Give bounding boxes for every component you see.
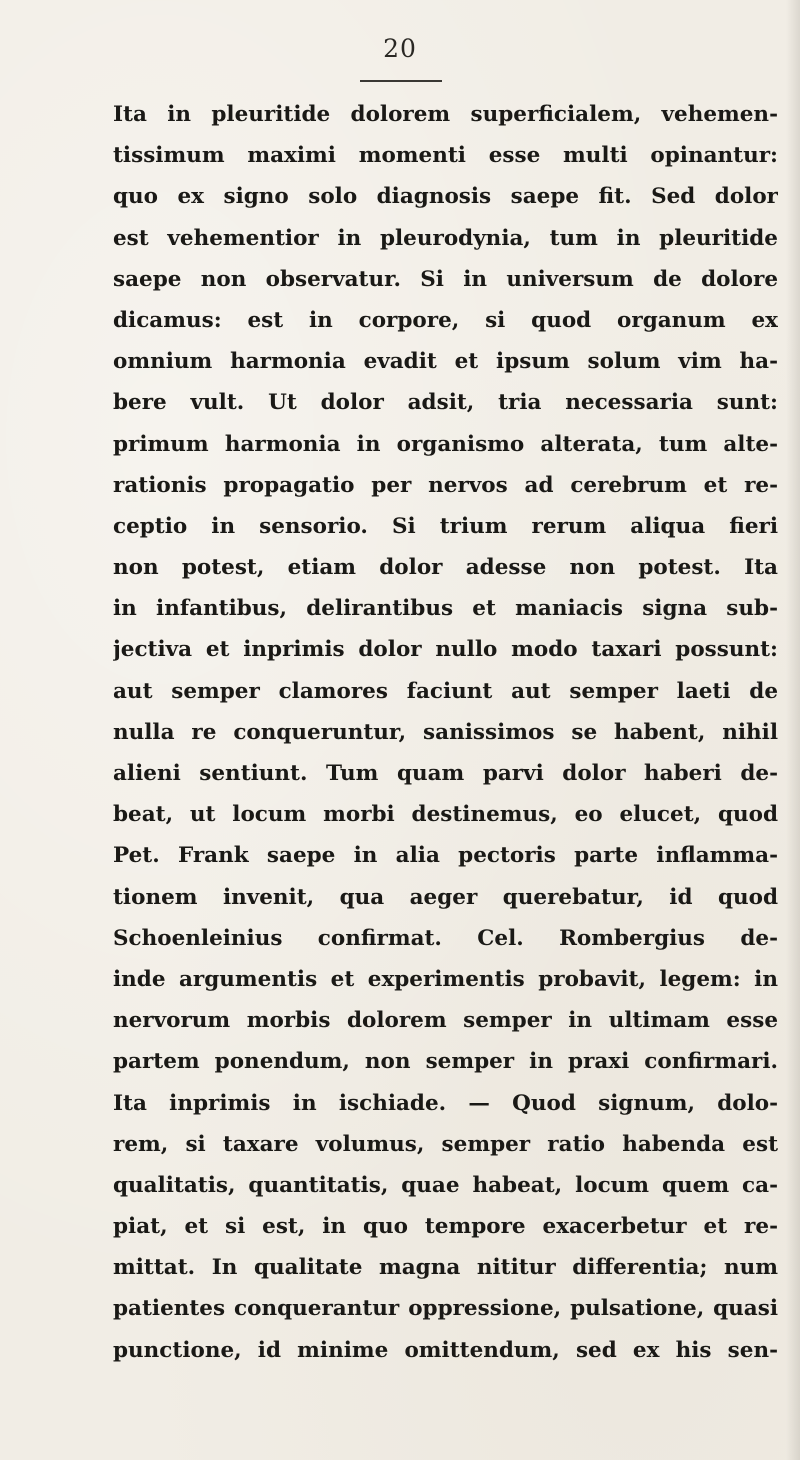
body-text — [113, 94, 778, 1371]
text-line: piat, et si est, in quo tempore exacerbetur et re- — [113, 1214, 778, 1240]
text-line: tissimum maximi momenti esse multi opinantur: — [113, 143, 778, 169]
text-line: bere vult. Ut dolor adsit, tria necessaria sunt: — [113, 390, 778, 416]
text-line: primum harmonia in organismo alterata, tum alte- — [113, 431, 778, 457]
text-line: tionem invenit, qua aeger querebatur, id quod — [113, 884, 778, 910]
text-line: Pet. Frank saepe in alia pectoris parte inflamma- — [113, 843, 778, 869]
text-line: mittat. In qualitate magna nititur differentia; num — [113, 1255, 778, 1281]
text-line: ceptio in sensorio. Si trium rerum aliqua fieri — [113, 513, 778, 539]
text-line: nervorum morbis dolorem semper in ultimam esse — [113, 1008, 778, 1034]
text-line: rem, si taxare volumus, semper ratio habenda est — [113, 1131, 778, 1157]
text-line: rationis propagatio per nervos ad cerebrum et re- — [113, 472, 778, 498]
text-line: quo ex signo solo diagnosis saepe fit. Sed dolor — [113, 184, 778, 210]
text-line: in infantibus, delirantibus et maniacis signa sub- — [113, 596, 778, 622]
text-line: non potest, etiam dolor adesse non potest. Ita — [113, 555, 778, 581]
text-line: Ita inprimis in ischiade. — Quod signum, dolo- — [113, 1090, 778, 1116]
text-line: Ita in pleuritide dolorem superficialem, vehemen- — [113, 102, 778, 127]
text-line: Schoenleinius confirmat. Cel. Rombergius de- — [113, 925, 778, 951]
text-line: est vehementior in pleurodynia, tum in pleuritide — [113, 225, 778, 251]
text-line: alieni sentiunt. Tum quam parvi dolor haberi de- — [113, 761, 778, 786]
text-line: punctione, id minime omittendum, sed ex his sen- — [113, 1337, 778, 1363]
page-number: 20 — [383, 34, 417, 63]
text-line: saepe non observatur. Si in universum de dolore — [113, 266, 778, 292]
text-line: qualitatis, quantitatis, quae habeat, locum quem ca- — [113, 1172, 778, 1198]
text-line: patientes conquerantur oppressione, pulsatione, quasi — [113, 1296, 778, 1322]
text-line: jectiva et inprimis dolor nullo modo taxari possunt: — [113, 637, 778, 663]
text-line: nulla re conqueruntur, sanissimos se habent, nihil — [113, 719, 778, 745]
header-rule — [360, 80, 442, 82]
text-line: omnium harmonia evadit et ipsum solum vim ha- — [113, 349, 778, 375]
text-line: beat, ut locum morbi destinemus, eo elucet, quod — [113, 802, 778, 828]
text-line: inde argumentis et experimentis probavit, legem: in — [113, 966, 778, 992]
text-line: aut semper clamores faciunt aut semper laeti de — [113, 678, 778, 704]
page-edge-shadow — [786, 0, 800, 1460]
text-line: partem ponendum, non semper in praxi confirmari. — [113, 1049, 778, 1075]
text-line: dicamus: est in corpore, si quod organum ex — [113, 307, 778, 333]
